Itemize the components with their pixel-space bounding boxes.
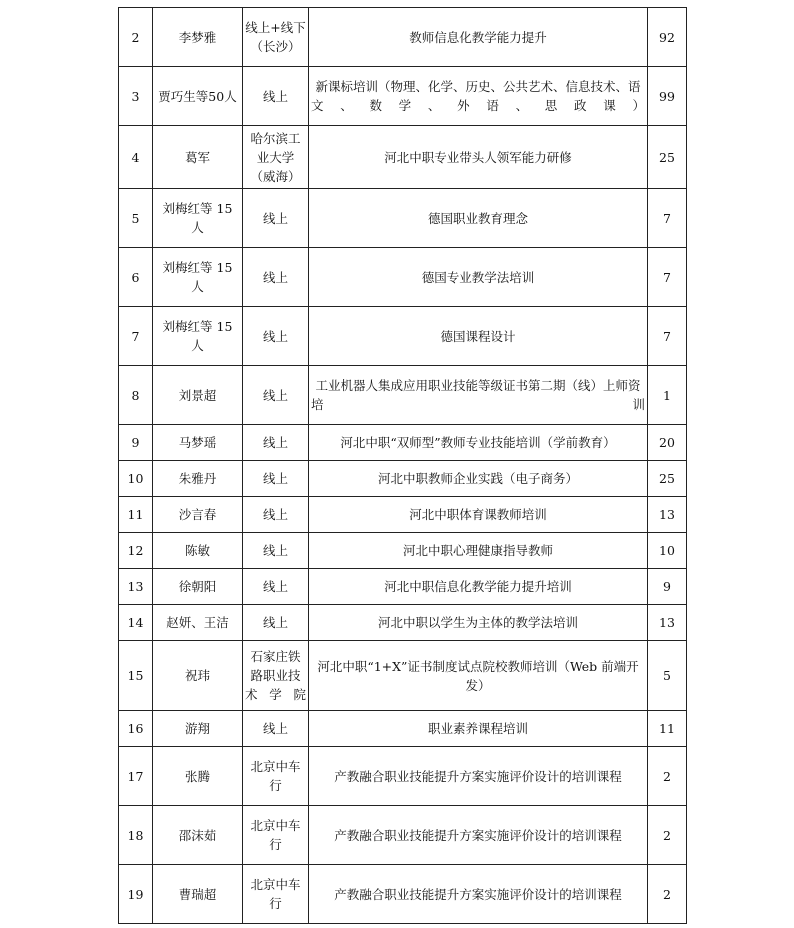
training-mode: 线上+线下（长沙） — [243, 8, 309, 67]
training-mode: 线上 — [243, 248, 309, 307]
trainee-name: 朱雅丹 — [153, 461, 243, 497]
hours-count: 9 — [648, 569, 687, 605]
table-row — [119, 569, 687, 605]
course-name: 河北中职信息化教学能力提升培训 — [309, 569, 648, 605]
training-mode: 石家庄铁路职业技术学院 — [243, 641, 309, 711]
course-name: 河北中职心理健康指导教师 — [309, 533, 648, 569]
trainee-name: 赵妍、王洁 — [153, 605, 243, 641]
row-number: 12 — [119, 533, 153, 569]
course-name: 河北中职“双师型”教师专业技能培训（学前教育） — [309, 425, 648, 461]
course-name: 德国专业教学法培训 — [309, 248, 648, 307]
course-name: 新课标培训（物理、化学、历史、公共艺术、信息技术、语文、数学、外语、思政课） — [309, 67, 648, 126]
course-name: 产教融合职业技能提升方案实施评价设计的培训课程 — [309, 806, 648, 865]
row-number: 6 — [119, 248, 153, 307]
hours-count: 11 — [648, 711, 687, 747]
table-row — [119, 711, 687, 747]
row-number: 7 — [119, 307, 153, 366]
table-row — [119, 747, 687, 806]
hours-count: 25 — [648, 126, 687, 189]
trainee-name: 马梦瑶 — [153, 425, 243, 461]
course-name: 职业素养课程培训 — [309, 711, 648, 747]
table-row — [119, 67, 687, 126]
table-row — [119, 8, 687, 67]
trainee-name: 陈敏 — [153, 533, 243, 569]
trainee-name: 刘梅红等 15 人 — [153, 307, 243, 366]
training-mode: 线上 — [243, 425, 309, 461]
trainee-name: 贾巧生等50人 — [153, 67, 243, 126]
row-number: 2 — [119, 8, 153, 67]
hours-count: 13 — [648, 605, 687, 641]
table-row — [119, 307, 687, 366]
table-row — [119, 806, 687, 865]
row-number: 11 — [119, 497, 153, 533]
row-number: 5 — [119, 189, 153, 248]
training-mode: 线上 — [243, 605, 309, 641]
row-number: 9 — [119, 425, 153, 461]
training-table — [118, 7, 687, 924]
table-row — [119, 497, 687, 533]
hours-count: 13 — [648, 497, 687, 533]
trainee-name: 沙言春 — [153, 497, 243, 533]
trainee-name: 刘景超 — [153, 366, 243, 425]
row-number: 10 — [119, 461, 153, 497]
training-mode: 北京中车行 — [243, 806, 309, 865]
training-mode: 线上 — [243, 461, 309, 497]
hours-count: 2 — [648, 865, 687, 924]
row-number: 8 — [119, 366, 153, 425]
course-name: 德国课程设计 — [309, 307, 648, 366]
trainee-name: 邵沫茹 — [153, 806, 243, 865]
training-mode: 北京中车行 — [243, 865, 309, 924]
course-name: 河北中职教师企业实践（电子商务） — [309, 461, 648, 497]
hours-count: 5 — [648, 641, 687, 711]
training-mode: 线上 — [243, 67, 309, 126]
trainee-name: 祝玮 — [153, 641, 243, 711]
row-number: 19 — [119, 865, 153, 924]
row-number: 18 — [119, 806, 153, 865]
training-mode: 线上 — [243, 533, 309, 569]
table-row — [119, 641, 687, 711]
row-number: 4 — [119, 126, 153, 189]
row-number: 14 — [119, 605, 153, 641]
trainee-name: 刘梅红等 15 人 — [153, 248, 243, 307]
hours-count: 7 — [648, 189, 687, 248]
hours-count: 20 — [648, 425, 687, 461]
training-mode: 线上 — [243, 569, 309, 605]
table-row — [119, 366, 687, 425]
trainee-name: 刘梅红等 15 人 — [153, 189, 243, 248]
table-row — [119, 425, 687, 461]
trainee-name: 徐朝阳 — [153, 569, 243, 605]
trainee-name: 葛军 — [153, 126, 243, 189]
course-name: 河北中职“1+X”证书制度试点院校教师培训（Web 前端开发） — [309, 641, 648, 711]
row-number: 3 — [119, 67, 153, 126]
hours-count: 25 — [648, 461, 687, 497]
course-name: 德国职业教育理念 — [309, 189, 648, 248]
trainee-name: 李梦雅 — [153, 8, 243, 67]
hours-count: 92 — [648, 8, 687, 67]
training-mode: 线上 — [243, 366, 309, 425]
table-row — [119, 248, 687, 307]
course-name: 河北中职以学生为主体的教学法培训 — [309, 605, 648, 641]
row-number: 17 — [119, 747, 153, 806]
table-row — [119, 533, 687, 569]
training-mode: 哈尔滨工业大学（威海） — [243, 126, 309, 189]
training-mode: 线上 — [243, 497, 309, 533]
row-number: 13 — [119, 569, 153, 605]
training-mode: 线上 — [243, 189, 309, 248]
row-number: 16 — [119, 711, 153, 747]
trainee-name: 张腾 — [153, 747, 243, 806]
training-mode: 线上 — [243, 711, 309, 747]
hours-count: 2 — [648, 747, 687, 806]
hours-count: 99 — [648, 67, 687, 126]
training-mode: 北京中车行 — [243, 747, 309, 806]
hours-count: 1 — [648, 366, 687, 425]
hours-count: 7 — [648, 248, 687, 307]
hours-count: 10 — [648, 533, 687, 569]
table-row — [119, 461, 687, 497]
course-name: 河北中职体育课教师培训 — [309, 497, 648, 533]
table-row — [119, 126, 687, 189]
course-name: 工业机器人集成应用职业技能等级证书第二期（线）上师资培训 — [309, 366, 648, 425]
row-number: 15 — [119, 641, 153, 711]
course-name: 产教融合职业技能提升方案实施评价设计的培训课程 — [309, 865, 648, 924]
trainee-name: 游翔 — [153, 711, 243, 747]
training-mode: 线上 — [243, 307, 309, 366]
course-name: 产教融合职业技能提升方案实施评价设计的培训课程 — [309, 747, 648, 806]
hours-count: 7 — [648, 307, 687, 366]
trainee-name: 曹瑞超 — [153, 865, 243, 924]
hours-count: 2 — [648, 806, 687, 865]
course-name: 教师信息化教学能力提升 — [309, 8, 648, 67]
table-row — [119, 865, 687, 924]
table-row — [119, 605, 687, 641]
course-name: 河北中职专业带头人领军能力研修 — [309, 126, 648, 189]
table-row — [119, 189, 687, 248]
